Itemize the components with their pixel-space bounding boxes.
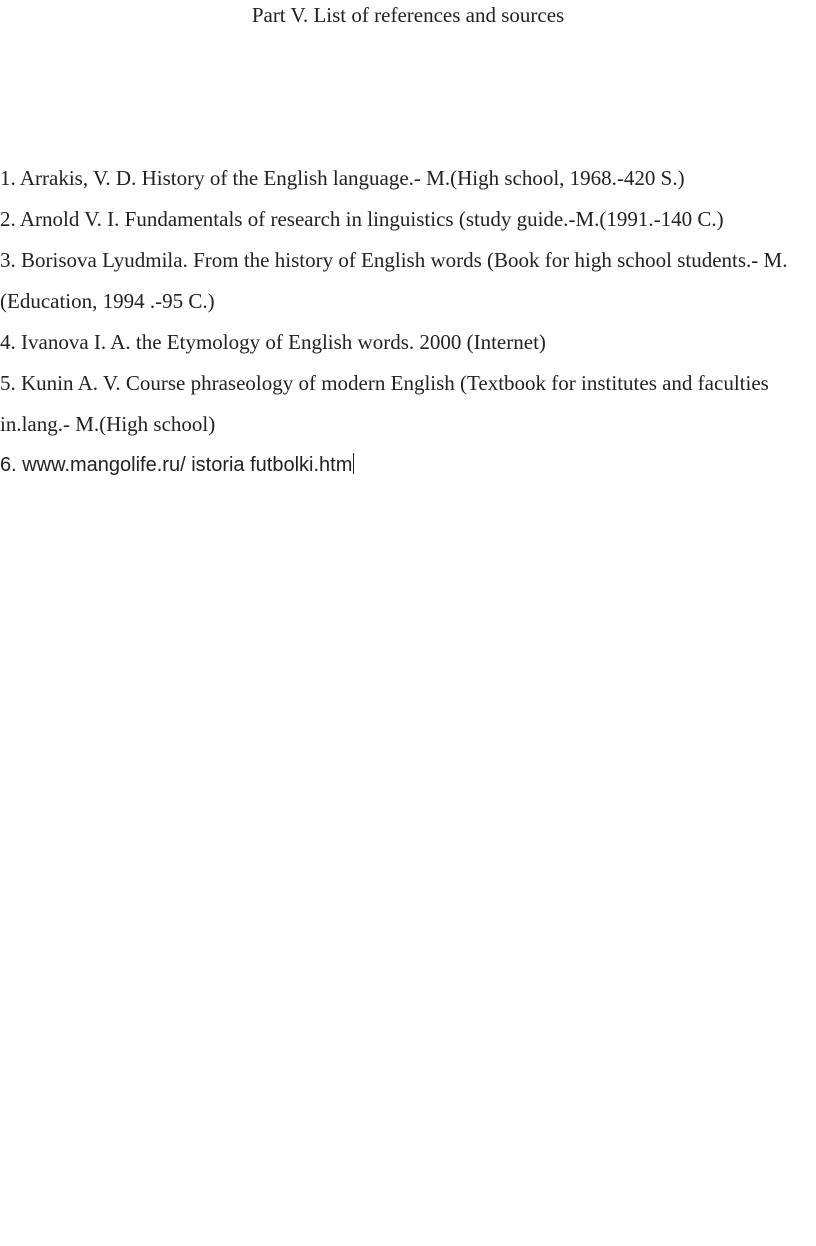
reference-item-1: 1. Arrakis, V. D. History of the English language.- M.(High school, 1968.-420 S.): [0, 166, 685, 190]
text-cursor: [353, 453, 354, 474]
reference-item-2: 2. Arnold V. I. Fundamentals of research in linguistics (study guide.-M.(1991.-140 C.): [0, 207, 724, 231]
reference-item-5: 5. Kunin A. V. Course phraseology of modern English (Textbook for institutes and faculties in.lang.- M.(High school): [0, 371, 769, 436]
reference-item-3: 3. Borisova Lyudmila. From the history of English words (Book for high school students.- M.(Education, 1994 .-95 C.): [0, 248, 788, 313]
reference-list: [0, 158, 800, 486]
page-title: Part V. List of references and sources: [251, 3, 565, 27]
reference-item-6: [0, 445, 800, 486]
reference-link-text[interactable]: 6. www.mangolife.ru/ istoria futbolki.htm: [0, 454, 353, 476]
reference-item-4: 4. Ivanova I. A. the Etymology of English words. 2000 (Internet): [0, 330, 546, 354]
